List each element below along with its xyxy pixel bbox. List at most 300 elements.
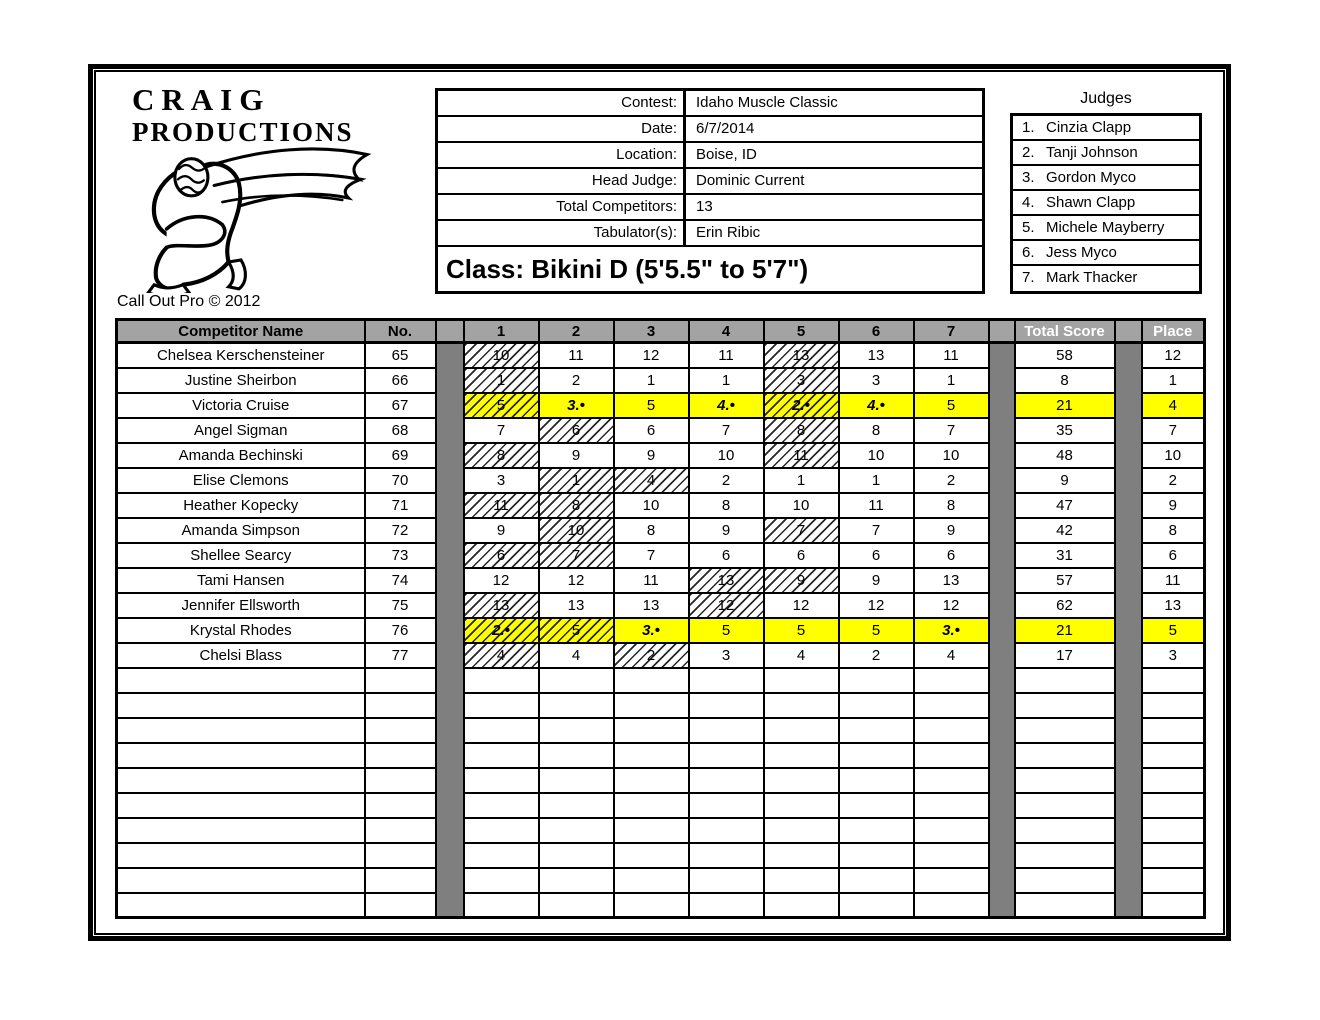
judges-title: Judges — [1080, 90, 1132, 107]
score-cell — [689, 743, 764, 768]
place-cell: 12 — [1142, 343, 1205, 368]
place-cell: 9 — [1142, 493, 1205, 518]
score-cell — [689, 843, 764, 868]
judge-name: Cinzia Clapp — [1046, 119, 1132, 136]
score-cell: 11 — [539, 343, 614, 368]
score-cell: 13 — [839, 343, 914, 368]
competitor-name-cell: Shellee Searcy — [117, 543, 365, 568]
competitor-number-cell: 68 — [365, 418, 436, 443]
competitor-name-cell: Justine Sheirbon — [117, 368, 365, 393]
competitor-name-cell — [117, 718, 365, 743]
total-score-cell — [1015, 893, 1115, 918]
total-score-cell: 58 — [1015, 343, 1115, 368]
score-cell — [614, 793, 689, 818]
score-cell: 2 — [839, 643, 914, 668]
place-cell — [1142, 893, 1205, 918]
score-cell — [914, 793, 989, 818]
score-cell: 6 — [914, 543, 989, 568]
score-cell — [539, 693, 614, 718]
score-cell: 13 — [539, 593, 614, 618]
total-score-cell: 57 — [1015, 568, 1115, 593]
empty-row — [117, 793, 1205, 818]
score-cell — [764, 793, 839, 818]
score-cell — [914, 743, 989, 768]
place-cell — [1142, 743, 1205, 768]
competitor-name-cell — [117, 768, 365, 793]
score-cell — [464, 693, 539, 718]
score-cell — [464, 768, 539, 793]
competitor-number-cell: 66 — [365, 368, 436, 393]
competitor-number-cell — [365, 768, 436, 793]
score-cell — [914, 868, 989, 893]
table-row — [117, 368, 1205, 393]
competitor-number-cell: 71 — [365, 493, 436, 518]
place-cell: 8 — [1142, 518, 1205, 543]
score-cell: 3.• — [614, 618, 689, 643]
score-cell: 9 — [839, 568, 914, 593]
place-cell: 5 — [1142, 618, 1205, 643]
score-cell: 12 — [764, 593, 839, 618]
competitor-name-cell — [117, 843, 365, 868]
empty-row — [117, 668, 1205, 693]
separator-band — [436, 343, 464, 918]
score-cell: 9 — [539, 443, 614, 468]
competitor-number-cell: 76 — [365, 618, 436, 643]
empty-row — [117, 818, 1205, 843]
score-cell: 1 — [464, 368, 539, 393]
score-cell: 10 — [614, 493, 689, 518]
score-cell: 13 — [464, 593, 539, 618]
score-cell: 3 — [464, 468, 539, 493]
score-cell — [464, 868, 539, 893]
score-cell: 5 — [539, 618, 614, 643]
score-cell: 8 — [539, 493, 614, 518]
score-cell — [839, 693, 914, 718]
competitor-name-cell — [117, 668, 365, 693]
judge-number: 2. — [1022, 144, 1035, 161]
info-value: 13 — [686, 195, 982, 221]
judge-name: Shawn Clapp — [1046, 194, 1136, 211]
competitor-number-cell — [365, 743, 436, 768]
competitor-name-cell — [117, 893, 365, 918]
craig-productions-logo — [132, 84, 354, 146]
score-body — [117, 343, 1205, 918]
competitor-name-cell: Elise Clemons — [117, 468, 365, 493]
info-value: Boise, ID — [686, 143, 982, 169]
judge-row — [1013, 191, 1199, 216]
judge-name: Jess Myco — [1046, 244, 1117, 261]
info-label: Location: — [438, 143, 686, 169]
call-out-pro-copyright: Call Out Pro © 2012 — [117, 293, 261, 310]
score-cell: 11 — [914, 343, 989, 368]
score-cell: 4.• — [839, 393, 914, 418]
score-cell: 4 — [614, 468, 689, 493]
table-row — [117, 593, 1205, 618]
total-score-cell — [1015, 793, 1115, 818]
score-cell — [614, 893, 689, 918]
score-cell — [689, 793, 764, 818]
competitor-number-cell: 74 — [365, 568, 436, 593]
total-score-cell: 8 — [1015, 368, 1115, 393]
judge-row — [1013, 166, 1199, 191]
score-cell: 1 — [614, 368, 689, 393]
table-row — [117, 343, 1205, 368]
competitor-name-cell — [117, 868, 365, 893]
score-cell — [764, 893, 839, 918]
competitor-number-cell: 77 — [365, 643, 436, 668]
total-score-cell: 47 — [1015, 493, 1115, 518]
logo-line1: CRAIG — [132, 82, 271, 117]
score-header-row — [117, 320, 1205, 343]
score-cell: 9 — [689, 518, 764, 543]
header-total-score: Total Score — [1015, 320, 1115, 343]
place-cell: 11 — [1142, 568, 1205, 593]
score-cell: 6 — [464, 543, 539, 568]
score-cell: 10 — [764, 493, 839, 518]
score-cell: 2.• — [764, 393, 839, 418]
score-cell: 12 — [914, 593, 989, 618]
competitor-number-cell: 69 — [365, 443, 436, 468]
score-cell: 13 — [764, 343, 839, 368]
score-cell: 12 — [614, 343, 689, 368]
judge-name: Tanji Johnson — [1046, 144, 1138, 161]
score-cell: 11 — [689, 343, 764, 368]
score-cell — [539, 768, 614, 793]
score-cell: 9 — [914, 518, 989, 543]
header-competitor-name: Competitor Name — [117, 320, 365, 343]
score-cell: 13 — [614, 593, 689, 618]
score-cell — [914, 843, 989, 868]
score-cell: 8 — [839, 418, 914, 443]
score-cell: 1 — [539, 468, 614, 493]
competitor-number-cell — [365, 868, 436, 893]
total-score-cell: 9 — [1015, 468, 1115, 493]
judge-name: Mark Thacker — [1046, 269, 1138, 286]
score-cell: 4 — [764, 643, 839, 668]
info-label: Tabulator(s): — [438, 221, 686, 247]
judge-number: 1. — [1022, 119, 1035, 136]
score-cell: 2.• — [464, 618, 539, 643]
info-label: Total Competitors: — [438, 195, 686, 221]
header-judge-3: 3 — [614, 320, 689, 343]
score-cell — [914, 893, 989, 918]
place-cell — [1142, 793, 1205, 818]
total-score-cell — [1015, 718, 1115, 743]
score-cell: 7 — [764, 518, 839, 543]
score-cell — [689, 668, 764, 693]
competitor-name-cell: Angel Sigman — [117, 418, 365, 443]
place-cell — [1142, 668, 1205, 693]
score-cell: 1 — [764, 468, 839, 493]
score-cell — [914, 668, 989, 693]
table-row — [117, 643, 1205, 668]
competitor-number-cell — [365, 843, 436, 868]
score-cell: 8 — [464, 443, 539, 468]
judges-list — [1010, 113, 1202, 294]
empty-row — [117, 718, 1205, 743]
score-cell: 5 — [764, 618, 839, 643]
place-cell — [1142, 843, 1205, 868]
competitor-number-cell: 65 — [365, 343, 436, 368]
table-row — [117, 468, 1205, 493]
score-cell — [464, 818, 539, 843]
score-cell — [689, 693, 764, 718]
score-cell — [464, 793, 539, 818]
score-cell — [614, 768, 689, 793]
total-score-cell: 17 — [1015, 643, 1115, 668]
score-cell — [764, 768, 839, 793]
competitor-name-cell — [117, 793, 365, 818]
table-row — [117, 568, 1205, 593]
total-score-cell — [1015, 818, 1115, 843]
score-cell: 8 — [689, 493, 764, 518]
total-score-cell — [1015, 843, 1115, 868]
score-cell: 4.• — [689, 393, 764, 418]
score-cell: 1 — [689, 368, 764, 393]
score-cell: 6 — [614, 418, 689, 443]
score-cell — [764, 843, 839, 868]
score-cell: 3 — [764, 368, 839, 393]
place-cell — [1142, 868, 1205, 893]
score-cell — [764, 668, 839, 693]
judge-row — [1013, 141, 1199, 166]
info-value: 6/7/2014 — [686, 117, 982, 143]
score-cell: 3 — [689, 643, 764, 668]
score-cell — [614, 718, 689, 743]
score-cell — [764, 818, 839, 843]
score-cell: 11 — [614, 568, 689, 593]
class-title: Class: Bikini D (5'5.5" to 5'7") — [446, 254, 809, 284]
empty-row — [117, 743, 1205, 768]
score-cell — [839, 768, 914, 793]
place-cell: 1 — [1142, 368, 1205, 393]
score-cell — [539, 843, 614, 868]
score-cell — [839, 893, 914, 918]
score-cell: 4 — [539, 643, 614, 668]
score-cell — [464, 668, 539, 693]
competitor-name-cell: Heather Kopecky — [117, 493, 365, 518]
header-judge-2: 2 — [539, 320, 614, 343]
score-cell: 2 — [689, 468, 764, 493]
competitor-name-cell: Amanda Bechinski — [117, 443, 365, 468]
score-cell — [614, 668, 689, 693]
score-cell — [614, 693, 689, 718]
place-cell — [1142, 768, 1205, 793]
empty-row — [117, 893, 1205, 918]
competitor-name-cell: Victoria Cruise — [117, 393, 365, 418]
score-cell: 3 — [839, 368, 914, 393]
score-cell — [464, 718, 539, 743]
score-cell: 6 — [689, 543, 764, 568]
score-cell — [839, 868, 914, 893]
separator-band — [1115, 343, 1142, 918]
score-cell — [914, 818, 989, 843]
score-cell: 3.• — [914, 618, 989, 643]
total-score-cell: 35 — [1015, 418, 1115, 443]
score-table — [115, 318, 1206, 919]
score-cell: 4 — [914, 643, 989, 668]
score-cell: 4 — [464, 643, 539, 668]
score-cell: 8 — [614, 518, 689, 543]
score-cell: 8 — [764, 418, 839, 443]
place-cell — [1142, 818, 1205, 843]
total-score-cell — [1015, 868, 1115, 893]
info-label: Head Judge: — [438, 169, 686, 195]
contest-info-table — [435, 88, 985, 294]
header-place: Place — [1142, 320, 1205, 343]
score-cell: 6 — [839, 543, 914, 568]
info-value: Dominic Current — [686, 169, 982, 195]
table-row — [117, 518, 1205, 543]
score-cell — [689, 893, 764, 918]
score-cell: 12 — [464, 568, 539, 593]
score-cell — [764, 868, 839, 893]
competitor-name-cell: Chelsi Blass — [117, 643, 365, 668]
score-cell — [614, 868, 689, 893]
judge-row — [1013, 266, 1199, 291]
score-cell — [914, 768, 989, 793]
header-no: No. — [365, 320, 436, 343]
score-cell: 7 — [839, 518, 914, 543]
place-cell — [1142, 718, 1205, 743]
competitor-number-cell: 67 — [365, 393, 436, 418]
score-cell — [464, 743, 539, 768]
score-cell: 8 — [914, 493, 989, 518]
score-cell: 1 — [839, 468, 914, 493]
score-cell: 2 — [539, 368, 614, 393]
score-cell: 10 — [689, 443, 764, 468]
total-score-cell: 42 — [1015, 518, 1115, 543]
score-cell: 13 — [914, 568, 989, 593]
score-cell: 10 — [539, 518, 614, 543]
score-cell — [764, 718, 839, 743]
judge-name: Michele Mayberry — [1046, 219, 1165, 236]
place-cell: 6 — [1142, 543, 1205, 568]
table-row — [117, 443, 1205, 468]
header-judge-4: 4 — [689, 320, 764, 343]
empty-row — [117, 868, 1205, 893]
score-cell — [914, 693, 989, 718]
score-cell: 6 — [539, 418, 614, 443]
score-cell: 7 — [614, 543, 689, 568]
score-cell — [614, 843, 689, 868]
total-score-cell: 21 — [1015, 618, 1115, 643]
empty-row — [117, 768, 1205, 793]
score-cell: 9 — [764, 568, 839, 593]
place-cell: 13 — [1142, 593, 1205, 618]
competitor-number-cell: 73 — [365, 543, 436, 568]
header-separator — [989, 320, 1015, 343]
total-score-cell: 48 — [1015, 443, 1115, 468]
table-row — [117, 493, 1205, 518]
score-cell — [689, 718, 764, 743]
score-cell — [539, 668, 614, 693]
score-cell: 11 — [464, 493, 539, 518]
competitor-number-cell — [365, 668, 436, 693]
score-cell: 2 — [914, 468, 989, 493]
contest-info-rows — [438, 91, 982, 247]
score-cell — [689, 768, 764, 793]
competitor-name-cell — [117, 818, 365, 843]
score-cell: 9 — [614, 443, 689, 468]
competitor-name-cell: Amanda Simpson — [117, 518, 365, 543]
score-cell — [689, 868, 764, 893]
place-cell: 7 — [1142, 418, 1205, 443]
place-cell — [1142, 693, 1205, 718]
score-cell — [839, 743, 914, 768]
judge-number: 6. — [1022, 244, 1035, 261]
competitor-name-cell: Chelsea Kerschensteiner — [117, 343, 365, 368]
competitor-number-cell: 70 — [365, 468, 436, 493]
separator-band — [989, 343, 1015, 918]
score-cell: 5 — [464, 393, 539, 418]
empty-row — [117, 843, 1205, 868]
header-separator — [436, 320, 464, 343]
score-cell: 10 — [914, 443, 989, 468]
competitor-name-cell: Jennifer Ellsworth — [117, 593, 365, 618]
score-cell: 7 — [689, 418, 764, 443]
score-cell — [839, 818, 914, 843]
info-value: Erin Ribic — [686, 221, 982, 247]
info-label: Date: — [438, 117, 686, 143]
score-cell: 5 — [689, 618, 764, 643]
judge-row — [1013, 216, 1199, 241]
competitor-name-cell — [117, 743, 365, 768]
judge-number: 5. — [1022, 219, 1035, 236]
competitor-name-cell: Krystal Rhodes — [117, 618, 365, 643]
score-cell: 10 — [464, 343, 539, 368]
total-score-cell — [1015, 743, 1115, 768]
score-cell — [839, 668, 914, 693]
score-cell: 12 — [839, 593, 914, 618]
score-cell — [539, 893, 614, 918]
competitor-number-cell: 72 — [365, 518, 436, 543]
table-row — [117, 393, 1205, 418]
score-cell: 5 — [614, 393, 689, 418]
score-cell: 7 — [539, 543, 614, 568]
header-judge-1: 1 — [464, 320, 539, 343]
score-cell: 11 — [839, 493, 914, 518]
header-separator — [1115, 320, 1142, 343]
total-score-cell — [1015, 693, 1115, 718]
table-row — [117, 618, 1205, 643]
score-cell — [614, 743, 689, 768]
score-cell: 12 — [539, 568, 614, 593]
score-cell — [464, 893, 539, 918]
competitor-number-cell — [365, 718, 436, 743]
competitor-name-cell — [117, 693, 365, 718]
place-cell: 3 — [1142, 643, 1205, 668]
score-cell — [539, 818, 614, 843]
header-judge-5: 5 — [764, 320, 839, 343]
score-cell — [539, 868, 614, 893]
place-cell: 2 — [1142, 468, 1205, 493]
header-judge-7: 7 — [914, 320, 989, 343]
score-cell — [614, 818, 689, 843]
table-row — [117, 543, 1205, 568]
score-cell — [764, 743, 839, 768]
total-score-cell — [1015, 768, 1115, 793]
bodybuilder-figure-icon — [106, 138, 376, 293]
info-value: Idaho Muscle Classic — [686, 91, 982, 117]
total-score-cell: 62 — [1015, 593, 1115, 618]
score-table-wrap — [115, 318, 1206, 919]
score-cell — [839, 718, 914, 743]
table-row — [117, 418, 1205, 443]
score-cell — [764, 693, 839, 718]
competitor-number-cell — [365, 693, 436, 718]
score-cell: 5 — [839, 618, 914, 643]
